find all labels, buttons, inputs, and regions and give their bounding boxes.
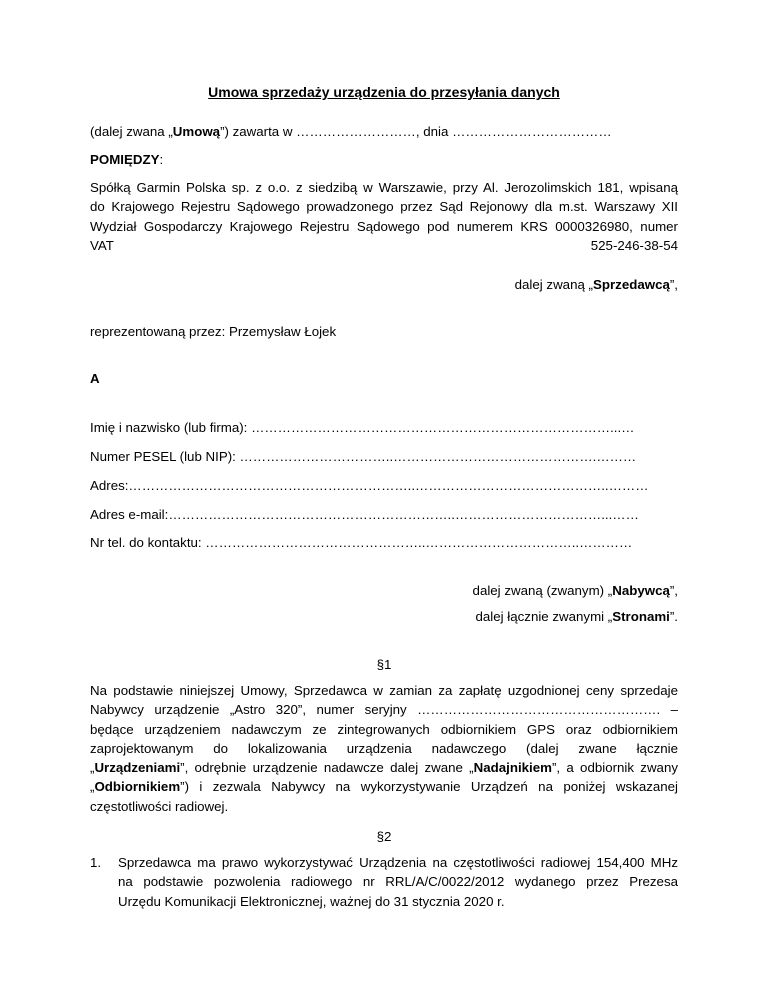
field-email: Adres e-mail:………………………………………………………..……………………………...……	[90, 507, 639, 522]
intro-line: (dalej zwana „Umową”) zawarta w ………………………, dnia ………………………………	[90, 124, 612, 139]
item-number: 1.	[90, 855, 102, 870]
section-2-heading: §2	[376, 829, 392, 844]
section-2-item-1: Sprzedawca ma prawo wykorzystywać Urządzenia na częstotliwości radiowej 154,400 MHz na podstawie pozwolenia radiowego nr RRL/A/C/0022/2012 wydanego przez Prezesa Urzędu Komunikacji Elektronicznej, ważnej do 31 stycznia 2020 r.	[118, 855, 678, 909]
field-phone: Nr tel. do kontaktu: …………………………………………..……………………………..…………	[90, 535, 633, 550]
field-pesel: Numer PESEL (lub NIP): ……………………………..……………………………………….………	[90, 449, 637, 464]
and-label: A	[90, 371, 100, 386]
seller-named: dalej zwaną „Sprzedawcą”,	[514, 277, 678, 292]
between-line: POMIĘDZY:	[90, 152, 164, 167]
represented-by: reprezentowaną przez: Przemysław Łojek	[90, 324, 337, 339]
field-address: Adres:………………………………………………………..……………………………………..………	[90, 478, 649, 493]
buyer-named: dalej zwaną (zwanym) „Nabywcą”,	[472, 583, 678, 598]
section-1-heading: §1	[376, 657, 392, 672]
field-name: Imię i nazwisko (lub firma): ………………………………………………………………………...…	[90, 420, 635, 435]
parties-named: dalej łącznie zwanymi „Stronami”.	[475, 609, 678, 624]
seller-block: Spółką Garmin Polska sp. z o.o. z siedzibą w Warszawie, przy Al. Jerozolimskich 181, wpisaną do Krajowego Rejestru Sądowego prowadzonego przez Sąd Rejonowy dla m.st. Warszawy XII Wydział Gospodarczy Krajowego Rejestru Sądowego pod numerem KRS 0000326980, numer VAT 525-246-38-54	[90, 180, 678, 253]
document-title: Umowa sprzedaży urządzenia do przesyłania danych	[208, 84, 560, 100]
section-1-text: Na podstawie niniejszej Umowy, Sprzedawca w zamian za zapłatę uzgodnionej ceny sprzedaje Nabywcy urządzenie „Astro 320”, numer seryjny ………………………………………………. – będące urządzeniem nadawczym ze zintegrowanych odbiornikiem GPS oraz odbiornikiem zaprojektowanym do lokalizowania urządzenia nadawczego (dalej zwane łącznie „Urządzeniami”, odrębnie urządzenie nadawcze dalej zwane „Nadajnikiem”, a odbiornik zwany „Odbiornikiem”) i zezwala Nabywcy na wykorzystywanie Urządzeń na poniżej wskazanej częstotliwości radiowej.	[90, 683, 678, 814]
